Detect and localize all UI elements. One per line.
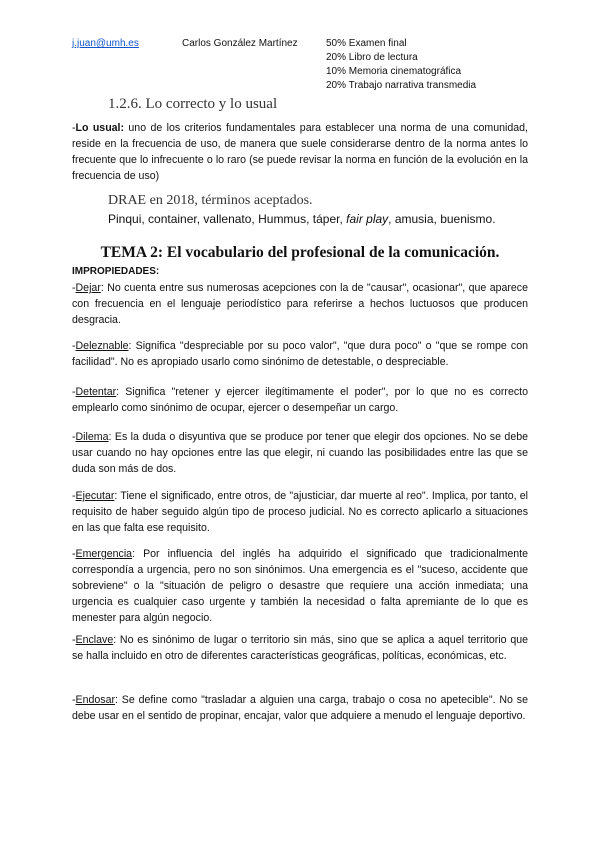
entry-text: : Significa "despreciable por su poco valor", "que dura poco" o "que se rompe con facilidad". No es apropiado usarlo como sinónimo de detestable, o despreciable. bbox=[72, 340, 528, 368]
entry-term: Emergencia bbox=[75, 548, 133, 560]
entry-text: : Se define como "trasladar a alguien una carga, trabajo o cosa no apetecible". No se debe usar en el sentido de propinar, encajar, valor que adquiere a menudo el lenguaje deportivo. bbox=[72, 694, 528, 722]
drae-terms-italic: fair play bbox=[346, 212, 389, 226]
entry-text: : Tiene el significado, entre otros, de "ajusticiar, dar muerte al reo". Implica, por tanto, el requisito de haber seguido algún tipo de proceso judicial. No es correcto aplicarlo a situaciones en las que falta ese requisito. bbox=[72, 490, 528, 534]
entry-text: : No es sinónimo de lugar o territorio sin más, sino que se aplica a aquel territorio que se halla incluido en otro de diferentes características geográficas, políticas, económicas, etc. bbox=[72, 634, 528, 662]
grading-pct: 10% bbox=[326, 66, 347, 77]
entry-emergencia: -Emergencia: Por influencia del inglés ha adquirido el significado que tradicionalmente correspondía a urgencia, pero no son sinónimos. Una emergencia es el "suceso, accidente que sobreviene" o la "situación de peligro o desastre que requiere una acción inmediata; una urgencia es cualquier caso urgente y también la necesidad o falta apremiante de lo que es menester para algún negocio. bbox=[72, 548, 528, 624]
entry-deleznable: -Deleznable: Significa "despreciable por su poco valor", "que dura poco" o "que se rompe con facilidad". No es apropiado usarlo como sinónimo de detestable, o despreciable. bbox=[72, 340, 528, 368]
entry-text: : No cuenta entre sus numerosas acepciones con la de "causar", ocasionar", que aparece con frecuencia en el lenguaje periodístico para referirse a hechos luctuosos que producen desgracia. bbox=[72, 282, 528, 326]
drae-terms-part: Pinqui, container, vallenato, Hummus, táper, bbox=[108, 212, 347, 226]
email-link[interactable]: j.juan@umh.es bbox=[72, 38, 139, 49]
grading-item bbox=[326, 51, 476, 65]
entry-text: : Es la duda o disyuntiva que se produce por tener que elegir dos opciones. No se debe usar cuando no hay opciones entre las que elegir, ni cuando las posibilidades entre las que se duda son más de dos. bbox=[72, 431, 528, 475]
grading-label: Examen final bbox=[348, 38, 407, 49]
entry-text: : Por influencia del inglés ha adquirido el significado que tradicionalmente correspondía a urgencia, pero no son sinónimos. Una emergencia es el "suceso, accidente que sobreviene" o la "situación de peligro o desastre que requiere una acción inmediata; una urgencia es cualquier caso urgente y también la necesidad o falta apremiante de lo que es menester para algún negocio. bbox=[72, 548, 528, 624]
entry-term: Dilema bbox=[75, 431, 109, 443]
grading-label: Libro de lectura bbox=[348, 52, 418, 63]
tema-title: TEMA 2: El vocabulario del profesional de la comunicación. bbox=[100, 244, 500, 261]
entry-text: : Significa "retener y ejercer ilegítimamente el poder", por lo que no es correcto emplearlo como sinónimo de ocupar, ejercer o desempeñar un cargo. bbox=[72, 386, 528, 414]
entry-dejar: -Dejar: No cuenta entre sus numerosas acepciones con la de "causar", ocasionar", que aparece con frecuencia en el lenguaje periodístico para referirse a hechos luctuosos que producen desgracia. bbox=[72, 282, 528, 326]
usual-term: Lo usual: bbox=[75, 122, 125, 134]
entry-term: Enclave bbox=[75, 634, 114, 646]
entry-detentar: -Detentar: Significa "retener y ejercer ilegítimamente el poder", por lo que no es correcto emplearlo como sinónimo de ocupar, ejercer o desempeñar un cargo. bbox=[72, 386, 528, 414]
entry-endosar: -Endosar: Se define como "trasladar a alguien una carga, trabajo o cosa no apetecible". No se debe usar en el sentido de propinar, encajar, valor que adquiere a menudo el lenguaje deportivo. bbox=[72, 694, 528, 722]
usual-paragraph: -Lo usual: uno de los criterios fundamentales para establecer una norma de una comunidad, reside en la frecuencia de uso, de manera que suele considerarse dentro de la norma antes lo frecuente que lo infrecuente o lo raro (se puede revisar la norma en función de la evolución en la frecuencia de uso) bbox=[72, 122, 528, 182]
grading-label: Trabajo narrativa transmedia bbox=[348, 80, 477, 91]
entry-term: Dejar bbox=[75, 282, 101, 294]
entry-term: Detentar bbox=[75, 386, 117, 398]
grading-item bbox=[326, 79, 476, 93]
entry-term: Deleznable bbox=[75, 340, 129, 352]
entry-term: Ejecutar bbox=[75, 490, 115, 502]
entry-ejecutar: -Ejecutar: Tiene el significado, entre otros, de "ajusticiar, dar muerte al reo". Implica, por tanto, el requisito de haber seguido algún tipo de proceso judicial. No es correcto aplicarlo a situaciones en las que falta ese requisito. bbox=[72, 490, 528, 534]
grading-pct: 20% bbox=[326, 52, 347, 63]
section-heading: 1.2.6. Lo correcto y lo usual bbox=[108, 96, 278, 112]
grading-pct: 50% bbox=[326, 38, 347, 49]
author-name: Carlos González Martínez bbox=[182, 38, 298, 49]
drae-title: DRAE en 2018, términos aceptados. bbox=[108, 193, 313, 208]
drae-terms-part: , amusia, buenismo. bbox=[388, 212, 496, 226]
drae-terms bbox=[108, 212, 496, 226]
entry-enclave: -Enclave: No es sinónimo de lugar o territorio sin más, sino que se aplica a aquel territorio que se halla incluido en otro de diferentes características geográficas, políticas, económicas, etc. bbox=[72, 634, 528, 662]
grading-pct: 20% bbox=[326, 80, 347, 91]
entry-term: Endosar bbox=[75, 694, 115, 706]
grading-label: Memoria cinematográfica bbox=[348, 66, 462, 77]
tema-subheading: IMPROPIEDADES: bbox=[72, 266, 160, 277]
grading-item bbox=[326, 65, 476, 79]
grading-item bbox=[326, 37, 476, 51]
grading-list bbox=[326, 37, 476, 93]
entry-dilema: -Dilema: Es la duda o disyuntiva que se produce por tener que elegir dos opciones. No se debe usar cuando no hay opciones entre las que elegir, ni cuando las posibilidades entre las que se duda son más de dos. bbox=[72, 431, 528, 475]
usual-text: uno de los criterios fundamentales para establecer una norma de una comunidad, reside en la frecuencia de uso, de manera que suele considerarse dentro de la norma antes lo frecuente que lo infrecuente o lo raro (se puede revisar la norma en función de la evolución en la frecuencia de uso) bbox=[72, 122, 528, 182]
